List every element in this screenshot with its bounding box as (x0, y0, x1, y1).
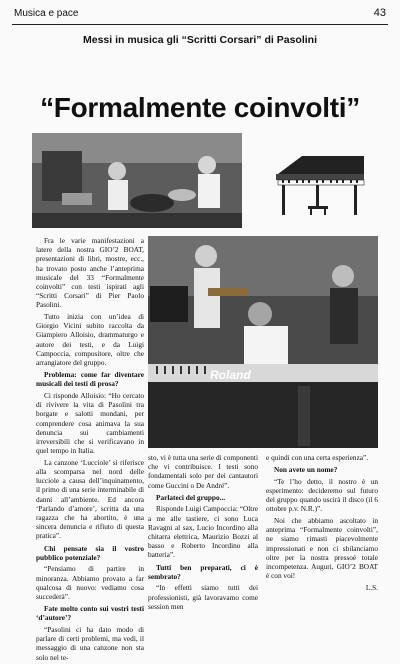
paragraph: Fra le varie manifestazioni a latere della nostra GIO’2 BOAT, presentazioni di libri, mostre, ecc., ha trovato posto anche l’anteprima musicale del 33 “Formalmente coinvolti” con testi ispirati agli “Scritti Corsari” di Pier Paolo Pasolini. (36, 236, 144, 310)
stage-photo (148, 236, 378, 448)
paragraph: Risponde Luigi Campoccia: “Oltre a me alle tastiere, ci sono Luca Ravagni al sax, Lucio Incordino alla chitarra elettrica, Maurizio Bozzi al basso e Roberto Incordino alla batteria”. (148, 504, 258, 560)
question: Parlateci del gruppo... (156, 492, 226, 502)
article-kicker: Messi in musica gli “Scritti Corsari” di Pasolini (83, 34, 317, 46)
band-performance-photo (32, 133, 242, 228)
author-signature: L.S. (365, 582, 378, 592)
section-label: Musica e pace (14, 8, 79, 19)
article-title: “Formalmente coinvolti” (40, 92, 360, 123)
paragraph: Noi che abbiamo ascoltato in anteprima “Formalmente coinvolti”, ne siamo rimasti piacevolmente impressionati e non ci sbilanciamo oltre per la nostra pressoé totale incompetenza. Auguri, GIO’2 BOAT è con voi! (266, 516, 378, 581)
paragraph: “In effetti siamo tutti dei professionisti, già lavoravamo come session men (148, 583, 258, 611)
question: Tutti ben preparati, ci è sembrato? (148, 562, 258, 581)
question: Problema: come far diventare musicali dei testi di prosa? (36, 370, 144, 389)
article-column-1 (36, 236, 144, 664)
article-column-3 (266, 453, 378, 594)
paragraph: e quindi con una certa esperienza”. (266, 453, 369, 462)
article-column-2 (148, 453, 258, 613)
paragraph: Ci risponde Alloisio: “Ho cercato di rivivere la vita di Pasolini tra borgate e salotti mondani, per comprendere cosa animava la sua denuncia sui cambiamenti irreversibili che si verificavano in quel tempo in Italia. (36, 391, 144, 456)
question: Non avete un nome? (274, 465, 338, 475)
paragraph: “Pensiamo di partire in minoranza. Abbiamo provato a far qualcosa di nuovo: vediamo cosa succederà”. (36, 564, 144, 602)
page-number: 43 (373, 7, 386, 19)
grand-piano-illustration (272, 150, 370, 222)
paragraph: Tutto inizia con un’idea di Giorgio Vicini subito raccolta da Giampiero Alloisio, drammaturgo e autore dei testi, e da Luigi Campoccia, compositore, oltre che arrangiatore del gruppo. (36, 312, 144, 368)
question: Fate molto conto sui vostri testi ‘d’autore’? (36, 604, 144, 623)
paragraph: “Te l’ho detto, il nostro è un esperimento: decideremo sul futuro del gruppo quando uscirà il disco (il 6 ottobre p.v. N.R.)”. (266, 476, 378, 514)
paragraph: La canzone ‘Lucciole’ si riferisce alla scomparsa nel nord delle lucciole a causa dell’inquinamento, il primo di una serie interminabile di danni all’ambiente. Ed ancora ‘Parlando d’amore’, scritta da una ragazza che ha abortito, è una sincera denuncia e rifiuto di questa pratica”. (36, 457, 144, 541)
question: Chi pensate sia il vostro pubblico potenziale? (36, 543, 144, 562)
header-rule (12, 24, 388, 25)
paragraph: “Pasolini ci ha dato modo di parlare di certi problemi, ma vedi, il messaggio di una canzone non sta solo nel te- (36, 625, 144, 662)
paragraph: sto, vi è tutta una serie di componenti che vi contribuisce. I testi sono fondamentali solo per dei cantautori come Guccini o De André”. (148, 453, 258, 490)
keyboard-brand-label: Roland (210, 368, 251, 382)
